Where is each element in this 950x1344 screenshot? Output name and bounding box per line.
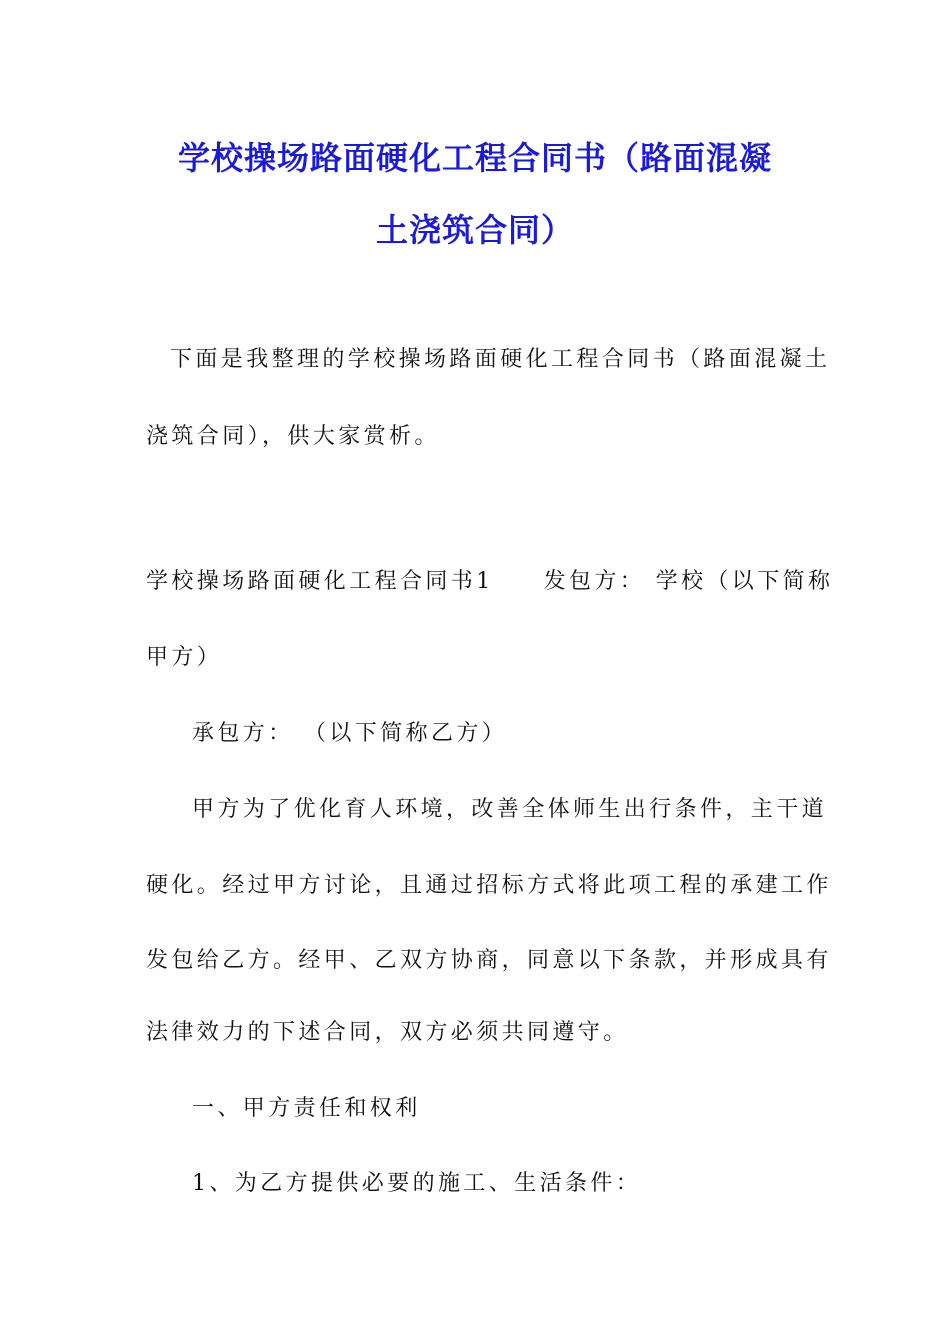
purpose-paragraph-line-3: 发包给乙方。经甲、乙双方协商，同意以下条款，并形成具有 [146, 948, 832, 973]
purpose-paragraph-line-1: 甲方为了优化育人环境，改善全体师生出行条件，主干道 [192, 797, 828, 822]
intro-paragraph-line-2: 浇筑合同），供大家赏析。 [146, 424, 440, 449]
section-1-item-1: 1、为乙方提供必要的施工、生活条件： [192, 1171, 642, 1196]
contractor-party-line: 承包方： （以下简称乙方） [192, 721, 508, 746]
contract-heading-row [146, 567, 833, 597]
issuer-party-line-1: 发包方： 学校（以下简称 [543, 569, 834, 594]
purpose-paragraph-line-4: 法律效力的下述合同，双方必须共同遵守。 [146, 1020, 629, 1045]
purpose-paragraph-line-2: 硬化。经过甲方讨论，且通过招标方式将此项工程的承建工作 [146, 873, 832, 898]
document-title-line-2: 土浇筑合同） [375, 211, 574, 249]
contract-heading: 学校操场路面硬化工程合同书1 [146, 569, 494, 594]
document-title-line-1: 学校操场路面硬化工程合同书（路面混凝 [177, 139, 772, 177]
section-1-heading: 一、甲方责任和权利 [192, 1096, 421, 1121]
issuer-party-line-2: 甲方） [146, 645, 223, 670]
intro-paragraph-line-1: 下面是我整理的学校操场路面硬化工程合同书（路面混凝土 [170, 347, 831, 372]
